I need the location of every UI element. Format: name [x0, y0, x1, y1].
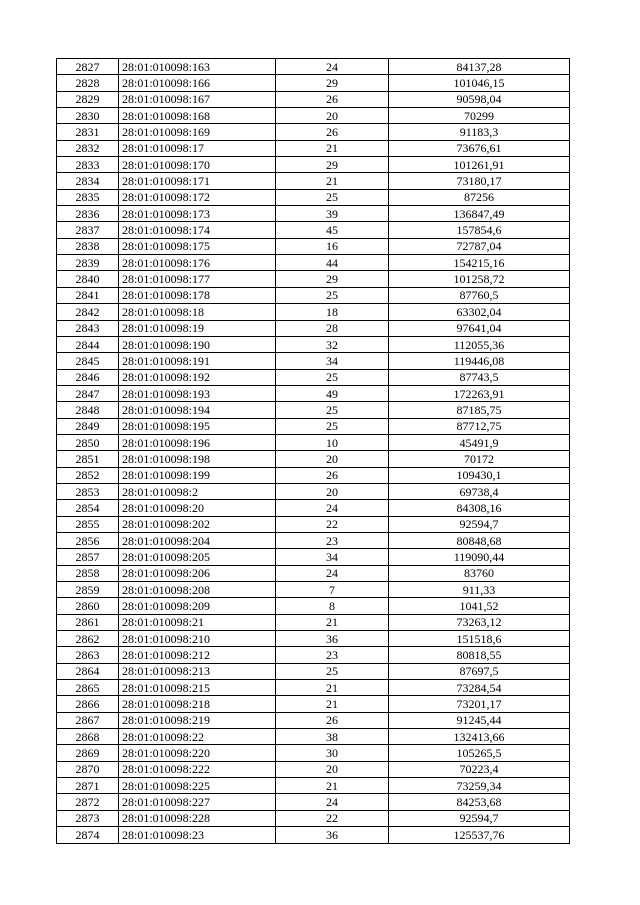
value-cell: 90598,04 — [389, 91, 570, 107]
table-row — [57, 222, 570, 238]
cadastral-number-cell: 28:01:010098:204 — [119, 532, 276, 548]
table-row — [57, 140, 570, 156]
row-number-cell: 2838 — [57, 238, 119, 254]
quantity-cell: 26 — [276, 467, 389, 483]
row-number-cell: 2873 — [57, 810, 119, 826]
cadastral-number-cell: 28:01:010098:177 — [119, 271, 276, 287]
row-number-cell: 2861 — [57, 614, 119, 630]
table-row — [57, 59, 570, 75]
row-number-cell: 2845 — [57, 353, 119, 369]
table-row — [57, 206, 570, 222]
cadastral-number-cell: 28:01:010098:166 — [119, 75, 276, 91]
value-cell: 91245,44 — [389, 712, 570, 728]
cadastral-number-cell: 28:01:010098:206 — [119, 565, 276, 581]
data-table — [56, 58, 570, 844]
table-row — [57, 467, 570, 483]
value-cell: 91183,3 — [389, 124, 570, 140]
table-row — [57, 369, 570, 385]
value-cell: 73284,54 — [389, 680, 570, 696]
table-row — [57, 402, 570, 418]
quantity-cell: 34 — [276, 353, 389, 369]
row-number-cell: 2869 — [57, 745, 119, 761]
table-row — [57, 745, 570, 761]
row-number-cell: 2844 — [57, 336, 119, 352]
value-cell: 70299 — [389, 108, 570, 124]
quantity-cell: 39 — [276, 206, 389, 222]
row-number-cell: 2841 — [57, 287, 119, 303]
value-cell: 1041,52 — [389, 598, 570, 614]
quantity-cell: 28 — [276, 320, 389, 336]
cadastral-number-cell: 28:01:010098:17 — [119, 140, 276, 156]
value-cell: 70223,4 — [389, 761, 570, 777]
table-row — [57, 647, 570, 663]
quantity-cell: 18 — [276, 304, 389, 320]
quantity-cell: 16 — [276, 238, 389, 254]
row-number-cell: 2840 — [57, 271, 119, 287]
row-number-cell: 2842 — [57, 304, 119, 320]
cadastral-number-cell: 28:01:010098:163 — [119, 59, 276, 75]
value-cell: 63302,04 — [389, 304, 570, 320]
cadastral-number-cell: 28:01:010098:218 — [119, 696, 276, 712]
value-cell: 92594,7 — [389, 810, 570, 826]
value-cell: 136847,49 — [389, 206, 570, 222]
row-number-cell: 2864 — [57, 663, 119, 679]
cadastral-number-cell: 28:01:010098:205 — [119, 549, 276, 565]
quantity-cell: 21 — [276, 140, 389, 156]
cadastral-number-cell: 28:01:010098:2 — [119, 483, 276, 499]
value-cell: 154215,16 — [389, 255, 570, 271]
cadastral-number-cell: 28:01:010098:192 — [119, 369, 276, 385]
quantity-cell: 36 — [276, 827, 389, 843]
quantity-cell: 20 — [276, 761, 389, 777]
row-number-cell: 2834 — [57, 173, 119, 189]
value-cell: 109430,1 — [389, 467, 570, 483]
table-row — [57, 778, 570, 794]
quantity-cell: 25 — [276, 287, 389, 303]
quantity-cell: 23 — [276, 532, 389, 548]
cadastral-number-cell: 28:01:010098:176 — [119, 255, 276, 271]
table-row — [57, 549, 570, 565]
value-cell: 87743,5 — [389, 369, 570, 385]
cadastral-number-cell: 28:01:010098:18 — [119, 304, 276, 320]
row-number-cell: 2846 — [57, 369, 119, 385]
table-row — [57, 761, 570, 777]
value-cell: 73201,17 — [389, 696, 570, 712]
row-number-cell: 2856 — [57, 532, 119, 548]
cadastral-number-cell: 28:01:010098:199 — [119, 467, 276, 483]
quantity-cell: 20 — [276, 108, 389, 124]
quantity-cell: 21 — [276, 614, 389, 630]
row-number-cell: 2839 — [57, 255, 119, 271]
value-cell: 172263,91 — [389, 385, 570, 401]
table-row — [57, 91, 570, 107]
table-row — [57, 680, 570, 696]
table-row — [57, 434, 570, 450]
table-row — [57, 75, 570, 91]
row-number-cell: 2860 — [57, 598, 119, 614]
quantity-cell: 26 — [276, 712, 389, 728]
cadastral-number-cell: 28:01:010098:215 — [119, 680, 276, 696]
row-number-cell: 2850 — [57, 434, 119, 450]
row-number-cell: 2872 — [57, 794, 119, 810]
row-number-cell: 2867 — [57, 712, 119, 728]
cadastral-number-cell: 28:01:010098:21 — [119, 614, 276, 630]
quantity-cell: 34 — [276, 549, 389, 565]
cadastral-number-cell: 28:01:010098:212 — [119, 647, 276, 663]
cadastral-number-cell: 28:01:010098:208 — [119, 582, 276, 598]
row-number-cell: 2858 — [57, 565, 119, 581]
value-cell: 73676,61 — [389, 140, 570, 156]
cadastral-number-cell: 28:01:010098:174 — [119, 222, 276, 238]
row-number-cell: 2827 — [57, 59, 119, 75]
table-row — [57, 516, 570, 532]
table-row — [57, 320, 570, 336]
value-cell: 87256 — [389, 189, 570, 205]
quantity-cell: 23 — [276, 647, 389, 663]
quantity-cell: 29 — [276, 271, 389, 287]
quantity-cell: 30 — [276, 745, 389, 761]
row-number-cell: 2837 — [57, 222, 119, 238]
table-row — [57, 582, 570, 598]
value-cell: 119446,08 — [389, 353, 570, 369]
value-cell: 69738,4 — [389, 483, 570, 499]
table-row — [57, 500, 570, 516]
cadastral-number-cell: 28:01:010098:170 — [119, 157, 276, 173]
row-number-cell: 2843 — [57, 320, 119, 336]
quantity-cell: 24 — [276, 59, 389, 75]
table-row — [57, 827, 570, 843]
table-row — [57, 729, 570, 745]
quantity-cell: 25 — [276, 418, 389, 434]
row-number-cell: 2831 — [57, 124, 119, 140]
value-cell: 83760 — [389, 565, 570, 581]
table-row — [57, 108, 570, 124]
row-number-cell: 2870 — [57, 761, 119, 777]
quantity-cell: 45 — [276, 222, 389, 238]
row-number-cell: 2847 — [57, 385, 119, 401]
quantity-cell: 26 — [276, 91, 389, 107]
value-cell: 87185,75 — [389, 402, 570, 418]
row-number-cell: 2851 — [57, 451, 119, 467]
cadastral-number-cell: 28:01:010098:219 — [119, 712, 276, 728]
value-cell: 80848,68 — [389, 532, 570, 548]
value-cell: 73259,34 — [389, 778, 570, 794]
value-cell: 132413,66 — [389, 729, 570, 745]
cadastral-number-cell: 28:01:010098:195 — [119, 418, 276, 434]
value-cell: 911,33 — [389, 582, 570, 598]
table-row — [57, 663, 570, 679]
row-number-cell: 2855 — [57, 516, 119, 532]
table-row — [57, 483, 570, 499]
quantity-cell: 21 — [276, 173, 389, 189]
quantity-cell: 10 — [276, 434, 389, 450]
cadastral-number-cell: 28:01:010098:210 — [119, 631, 276, 647]
value-cell: 101261,91 — [389, 157, 570, 173]
cadastral-number-cell: 28:01:010098:222 — [119, 761, 276, 777]
table-row — [57, 418, 570, 434]
quantity-cell: 22 — [276, 810, 389, 826]
table-row — [57, 532, 570, 548]
cadastral-number-cell: 28:01:010098:168 — [119, 108, 276, 124]
quantity-cell: 36 — [276, 631, 389, 647]
table-row — [57, 304, 570, 320]
table-row — [57, 810, 570, 826]
quantity-cell: 20 — [276, 483, 389, 499]
table-row — [57, 353, 570, 369]
cadastral-number-cell: 28:01:010098:169 — [119, 124, 276, 140]
table-row — [57, 336, 570, 352]
cadastral-number-cell: 28:01:010098:19 — [119, 320, 276, 336]
row-number-cell: 2835 — [57, 189, 119, 205]
cadastral-number-cell: 28:01:010098:225 — [119, 778, 276, 794]
table-row — [57, 255, 570, 271]
row-number-cell: 2868 — [57, 729, 119, 745]
cadastral-number-cell: 28:01:010098:172 — [119, 189, 276, 205]
value-cell: 72787,04 — [389, 238, 570, 254]
table-row — [57, 238, 570, 254]
row-number-cell: 2871 — [57, 778, 119, 794]
row-number-cell: 2833 — [57, 157, 119, 173]
quantity-cell: 25 — [276, 402, 389, 418]
cadastral-number-cell: 28:01:010098:194 — [119, 402, 276, 418]
quantity-cell: 7 — [276, 582, 389, 598]
row-number-cell: 2859 — [57, 582, 119, 598]
cadastral-number-cell: 28:01:010098:167 — [119, 91, 276, 107]
cadastral-number-cell: 28:01:010098:191 — [119, 353, 276, 369]
value-cell: 70172 — [389, 451, 570, 467]
quantity-cell: 8 — [276, 598, 389, 614]
table-row — [57, 287, 570, 303]
row-number-cell: 2829 — [57, 91, 119, 107]
row-number-cell: 2862 — [57, 631, 119, 647]
value-cell: 84137,28 — [389, 59, 570, 75]
value-cell: 87712,75 — [389, 418, 570, 434]
table-row — [57, 451, 570, 467]
table-row — [57, 614, 570, 630]
quantity-cell: 29 — [276, 75, 389, 91]
table-row — [57, 565, 570, 581]
row-number-cell: 2866 — [57, 696, 119, 712]
table-row — [57, 189, 570, 205]
table-row — [57, 157, 570, 173]
table-row — [57, 794, 570, 810]
quantity-cell: 21 — [276, 696, 389, 712]
cadastral-number-cell: 28:01:010098:193 — [119, 385, 276, 401]
quantity-cell: 24 — [276, 565, 389, 581]
value-cell: 80818,55 — [389, 647, 570, 663]
cadastral-number-cell: 28:01:010098:228 — [119, 810, 276, 826]
cadastral-number-cell: 28:01:010098:190 — [119, 336, 276, 352]
table-row — [57, 696, 570, 712]
row-number-cell: 2863 — [57, 647, 119, 663]
row-number-cell: 2828 — [57, 75, 119, 91]
value-cell: 45491,9 — [389, 434, 570, 450]
row-number-cell: 2832 — [57, 140, 119, 156]
cadastral-number-cell: 28:01:010098:173 — [119, 206, 276, 222]
row-number-cell: 2857 — [57, 549, 119, 565]
cadastral-number-cell: 28:01:010098:178 — [119, 287, 276, 303]
value-cell: 92594,7 — [389, 516, 570, 532]
cadastral-number-cell: 28:01:010098:209 — [119, 598, 276, 614]
quantity-cell: 38 — [276, 729, 389, 745]
value-cell: 101258,72 — [389, 271, 570, 287]
cadastral-number-cell: 28:01:010098:213 — [119, 663, 276, 679]
cadastral-number-cell: 28:01:010098:22 — [119, 729, 276, 745]
row-number-cell: 2874 — [57, 827, 119, 843]
value-cell: 87697,5 — [389, 663, 570, 679]
cadastral-number-cell: 28:01:010098:198 — [119, 451, 276, 467]
value-cell: 125537,76 — [389, 827, 570, 843]
cadastral-number-cell: 28:01:010098:20 — [119, 500, 276, 516]
table-row — [57, 271, 570, 287]
row-number-cell: 2854 — [57, 500, 119, 516]
quantity-cell: 24 — [276, 500, 389, 516]
table-row — [57, 124, 570, 140]
quantity-cell: 21 — [276, 778, 389, 794]
value-cell: 157854,6 — [389, 222, 570, 238]
table-row — [57, 598, 570, 614]
quantity-cell: 26 — [276, 124, 389, 140]
quantity-cell: 32 — [276, 336, 389, 352]
value-cell: 119090,44 — [389, 549, 570, 565]
cadastral-number-cell: 28:01:010098:23 — [119, 827, 276, 843]
quantity-cell: 25 — [276, 189, 389, 205]
quantity-cell: 21 — [276, 680, 389, 696]
row-number-cell: 2836 — [57, 206, 119, 222]
value-cell: 101046,15 — [389, 75, 570, 91]
quantity-cell: 25 — [276, 663, 389, 679]
row-number-cell: 2849 — [57, 418, 119, 434]
table-row — [57, 631, 570, 647]
quantity-cell: 20 — [276, 451, 389, 467]
table-body — [57, 59, 570, 844]
quantity-cell: 25 — [276, 369, 389, 385]
table-row — [57, 712, 570, 728]
value-cell: 112055,36 — [389, 336, 570, 352]
cadastral-number-cell: 28:01:010098:220 — [119, 745, 276, 761]
value-cell: 87760,5 — [389, 287, 570, 303]
table-row — [57, 385, 570, 401]
cadastral-number-cell: 28:01:010098:202 — [119, 516, 276, 532]
cadastral-number-cell: 28:01:010098:227 — [119, 794, 276, 810]
cadastral-number-cell: 28:01:010098:171 — [119, 173, 276, 189]
row-number-cell: 2830 — [57, 108, 119, 124]
row-number-cell: 2848 — [57, 402, 119, 418]
quantity-cell: 49 — [276, 385, 389, 401]
value-cell: 84308,16 — [389, 500, 570, 516]
quantity-cell: 22 — [276, 516, 389, 532]
cadastral-number-cell: 28:01:010098:196 — [119, 434, 276, 450]
row-number-cell: 2853 — [57, 483, 119, 499]
quantity-cell: 44 — [276, 255, 389, 271]
quantity-cell: 24 — [276, 794, 389, 810]
row-number-cell: 2865 — [57, 680, 119, 696]
table-row — [57, 173, 570, 189]
value-cell: 105265,5 — [389, 745, 570, 761]
value-cell: 97641,04 — [389, 320, 570, 336]
value-cell: 151518,6 — [389, 631, 570, 647]
value-cell: 73180,17 — [389, 173, 570, 189]
value-cell: 84253,68 — [389, 794, 570, 810]
quantity-cell: 29 — [276, 157, 389, 173]
row-number-cell: 2852 — [57, 467, 119, 483]
cadastral-number-cell: 28:01:010098:175 — [119, 238, 276, 254]
value-cell: 73263,12 — [389, 614, 570, 630]
